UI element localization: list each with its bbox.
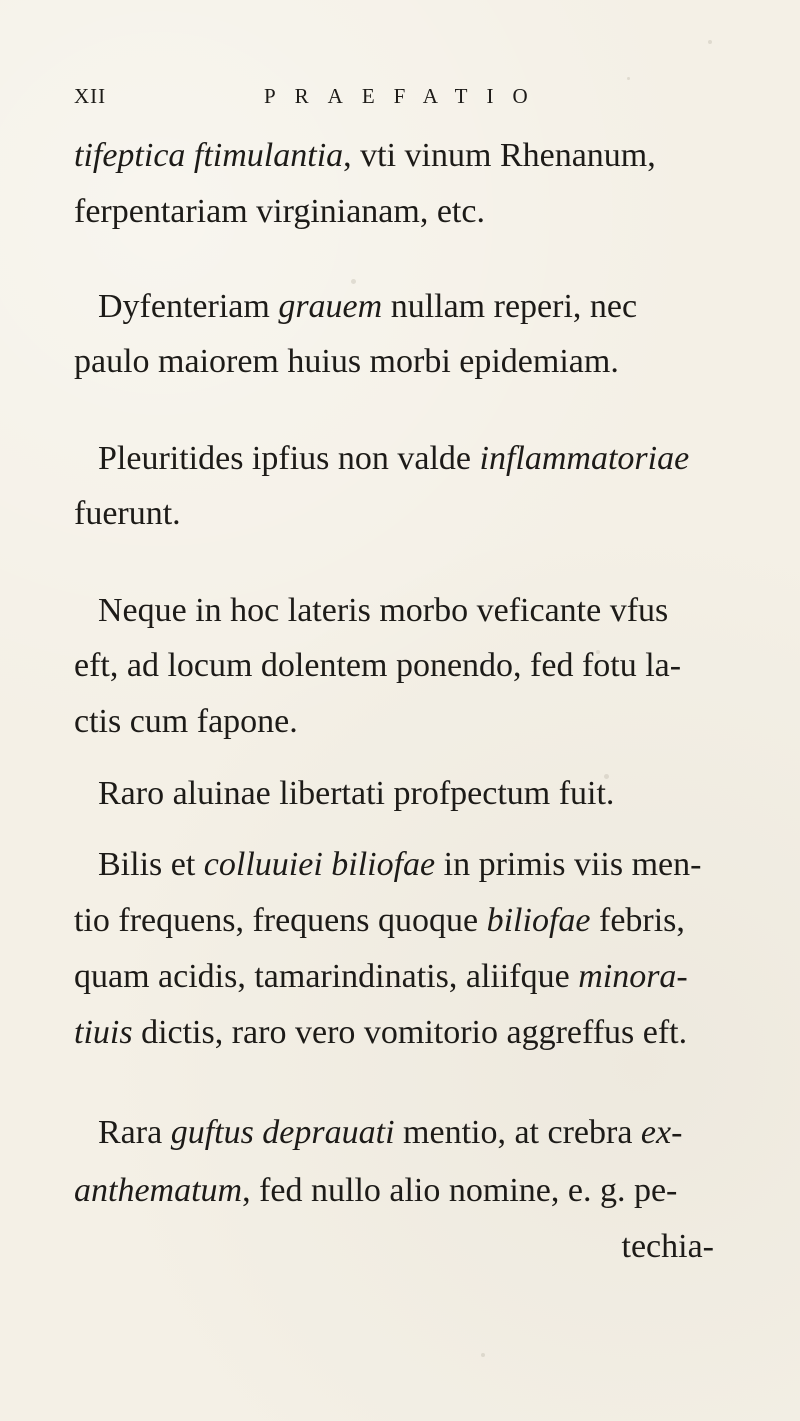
- italic-word: tiuis: [74, 1014, 133, 1051]
- text-segment: Raro aluinae libertati profpectum fuit.: [98, 775, 615, 812]
- text-line-8: [74, 649, 800, 701]
- italic-phrase: tifeptica ftimulantia: [74, 137, 344, 174]
- paper-speck: [351, 279, 356, 284]
- text-line-14: [74, 1016, 800, 1068]
- text-segment: ferpentariam virginianam, etc.: [74, 193, 485, 230]
- text-segment: ctis cum fapone.: [74, 703, 298, 740]
- text-line-10: [98, 777, 800, 829]
- italic-word: anthematum: [74, 1172, 243, 1209]
- text-segment: mentio, at crebra: [394, 1114, 641, 1151]
- text-segment: Dyfenteriam: [98, 288, 279, 325]
- catchword: techia-: [621, 1228, 714, 1265]
- italic-word: minora-: [578, 958, 688, 995]
- text-segment: tio frequens, frequens quoque: [74, 902, 487, 939]
- text-segment: quam acidis, tamarindinatis, aliifque: [74, 958, 579, 995]
- page-number: XII: [74, 84, 107, 108]
- italic-word: grauem: [278, 288, 383, 325]
- text-segment: eft, ad locum dolentem ponendo, fed fotu la-: [74, 647, 682, 684]
- paper-speck: [708, 40, 712, 44]
- text-segment: in primis viis men-: [435, 846, 702, 883]
- text-line-3: [98, 290, 800, 342]
- text-line-4: [74, 345, 800, 397]
- text-segment: dictis, raro vero vomitorio aggreffus eft.: [132, 1014, 688, 1051]
- text-line-9: [74, 705, 800, 757]
- italic-word: inflammatoriae: [479, 440, 690, 477]
- text-line-7: [98, 594, 800, 646]
- text-line-15: [98, 1116, 800, 1168]
- text-segment: Rara: [98, 1114, 171, 1151]
- italic-phrase: guftus deprauati: [170, 1114, 395, 1151]
- running-head: PRAEFATIO: [264, 84, 547, 108]
- text-segment: nullam reperi, nec: [382, 288, 638, 325]
- text-segment: fuerunt.: [74, 495, 181, 532]
- italic-word: ex-: [640, 1114, 683, 1151]
- text-line-16: [74, 1174, 800, 1226]
- text-segment: Neque in hoc lateris morbo veficante vfus: [98, 592, 669, 629]
- text-segment: Bilis et: [98, 846, 204, 883]
- text-segment: Pleuritides ipfius non valde: [98, 440, 480, 477]
- text-segment: febris,: [590, 902, 685, 939]
- text-segment: , vti vinum Rhenanum,: [343, 137, 656, 174]
- text-line-11: [98, 848, 800, 900]
- paper-speck: [627, 77, 630, 80]
- paper-speck: [481, 1353, 485, 1357]
- text-segment: , fed nullo alio nomine, e. g. pe-: [242, 1172, 678, 1209]
- text-line-2: [74, 195, 800, 247]
- text-segment: paulo maiorem huius morbi epidemiam.: [74, 343, 619, 380]
- italic-phrase: colluuiei biliofae: [203, 846, 436, 883]
- page-header: [74, 84, 594, 118]
- text-line-13: [74, 960, 800, 1012]
- text-line-12: [74, 904, 800, 956]
- catchword-line: [0, 1230, 714, 1282]
- text-line-1: [74, 139, 800, 191]
- italic-word: biliofae: [486, 902, 591, 939]
- text-line-6: [74, 497, 800, 549]
- text-line-5: [98, 442, 800, 494]
